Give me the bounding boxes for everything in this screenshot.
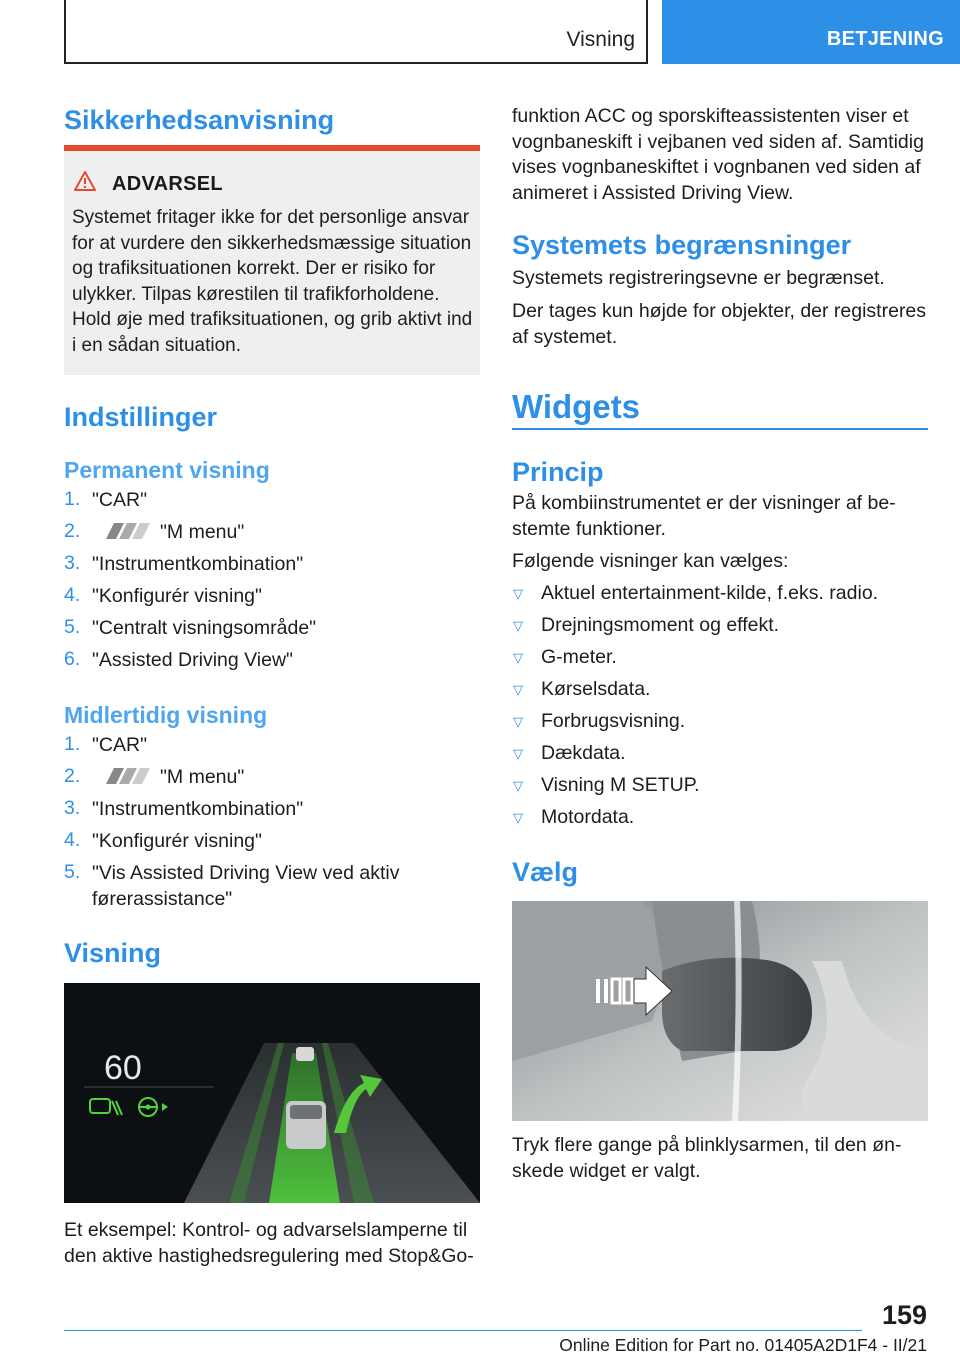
header-frame [64, 0, 648, 64]
footer-rule [64, 1330, 862, 1331]
warning-box [64, 145, 480, 375]
list-text: "Konfigurér visning" [92, 830, 262, 852]
list-text: "Assisted Driving View" [92, 649, 293, 671]
list-text: "M menu" [160, 766, 245, 788]
continued-paragraph [512, 104, 928, 206]
bullet-triangle-icon: ▽ [513, 778, 523, 793]
safety-heading: Sikkerhedsanvisning [64, 105, 335, 135]
bullet-triangle-icon: ▽ [513, 586, 523, 601]
list-number: 4. [64, 829, 81, 851]
limits-paragraph-2 [512, 299, 928, 350]
bullet-triangle-icon: ▽ [513, 810, 523, 825]
list-text: "Vis Assisted Driving View ved aktiv [92, 862, 400, 884]
list-text: "Instrumentkombination" [92, 798, 304, 820]
bullet-triangle-icon: ▽ [513, 618, 523, 633]
paragraph-line: af systemet. [512, 325, 618, 348]
speed-readout: 60 [104, 1049, 142, 1087]
list-text: Motordata. [541, 806, 635, 828]
paragraph-line: animeret i Assisted Driving View. [512, 181, 794, 204]
list-text: førerassistance" [92, 888, 233, 910]
paragraph-line: På kombiinstrumentet er der visninger af be- [512, 492, 896, 514]
caption-line: Tryk flere gange på blinklysarmen, til den øn- [512, 1134, 902, 1156]
list-number: 2. [64, 765, 81, 787]
select-heading: Vælg [512, 857, 579, 887]
widget-options-list [512, 581, 928, 841]
bullet-triangle-icon: ▽ [513, 714, 523, 729]
turn-signal-illustration [512, 901, 928, 1121]
list-number: 6. [64, 648, 81, 670]
temporary-heading: Midlertidig visning [64, 702, 268, 728]
warning-triangle-icon [74, 171, 96, 191]
page-number: 159 [881, 1300, 927, 1330]
m-logo-icon [100, 522, 152, 540]
principle-heading: Princip [512, 457, 604, 487]
list-number: 2. [64, 520, 81, 542]
permanent-heading: Permanent visning [64, 457, 270, 483]
warning-line: Systemet fritager ikke for det personlige ansvar [72, 207, 470, 228]
caption-line: skede widget er valgt. [512, 1159, 701, 1182]
limits-paragraph-1: Systemets registreringsevne er begrænset. [512, 267, 885, 289]
list-text: "CAR" [92, 489, 148, 511]
warning-bar [64, 145, 480, 151]
paragraph-line: Der tages kun højde for objekter, der registreres [512, 300, 927, 322]
list-text: G-meter. [541, 646, 617, 668]
principle-paragraph [512, 491, 928, 542]
paragraph-line: stemte funktioner. [512, 517, 666, 540]
list-text: Dækdata. [541, 742, 626, 764]
list-text: "Centralt visningsområde" [92, 617, 317, 639]
list-number: 5. [64, 861, 81, 883]
paragraph-line: vognbaneskift i vejbanen ved siden af. Samtidig [512, 130, 924, 153]
list-text: Aktuel entertainment-kilde, f.eks. radio. [541, 582, 879, 604]
widgets-heading: Widgets [512, 388, 641, 425]
settings-heading: Indstillinger [64, 402, 218, 432]
list-text: Kørselsdata. [541, 678, 651, 700]
assisted-driving-illustration [64, 983, 480, 1203]
bullet-triangle-icon: ▽ [513, 650, 523, 665]
turn-signal-stalk-image [512, 901, 928, 1121]
list-text: Drejningsmoment og effekt. [541, 614, 780, 636]
warning-line: og trafiksituationen korrekt. Der er risiko for [72, 258, 436, 279]
permanent-list [64, 488, 480, 678]
list-number: 3. [64, 552, 81, 574]
widgets-rule [512, 428, 928, 430]
list-number: 1. [64, 733, 81, 755]
choose-intro: Følgende visninger kan vælges: [512, 550, 789, 572]
list-text: "M menu" [160, 521, 245, 543]
m-logo-icon [100, 767, 152, 785]
image-caption [64, 1218, 480, 1269]
assisted-driving-view-image [64, 983, 480, 1203]
footer-edition: Online Edition for Part no. 01405A2D1F4 - II/21 [559, 1335, 927, 1355]
list-number: 5. [64, 616, 81, 638]
list-number: 4. [64, 584, 81, 606]
list-text: Forbrugsvisning. [541, 710, 686, 732]
temporary-list [64, 733, 480, 913]
caption-line: den aktive hastighedsregulering med Stop&Go- [64, 1244, 474, 1267]
warning-line: Hold øje med trafiksituationen, og grib aktivt ind [72, 309, 473, 330]
list-text: Visning M SETUP. [541, 774, 700, 796]
select-caption [512, 1133, 928, 1184]
bullet-triangle-icon: ▽ [513, 682, 523, 697]
header-section-title: Visning [566, 28, 635, 51]
header-tab-label: BETJENING [826, 28, 944, 50]
warning-line: for at vurdere den sikkerhedsmæssige situation [72, 232, 472, 254]
warning-line: i en sådan situation. [72, 334, 242, 356]
caption-line: Et eksempel: Kontrol- og advarselslamperne til [64, 1219, 468, 1241]
list-number: 1. [64, 488, 81, 510]
warning-title: ADVARSEL [112, 173, 223, 195]
list-text: "CAR" [92, 734, 148, 756]
list-number: 3. [64, 797, 81, 819]
warning-text [72, 205, 472, 358]
list-text: "Konfigurér visning" [92, 585, 262, 607]
display-heading: Visning [64, 938, 162, 968]
list-text: "Instrumentkombination" [92, 553, 304, 575]
bullet-triangle-icon: ▽ [513, 746, 523, 761]
warning-line: ulykker. Tilpas kørestilen til trafikforholdene. [72, 283, 440, 305]
paragraph-line: vises vognbaneskiftet i vognbanen ved siden af [512, 156, 921, 178]
paragraph-line: funktion ACC og sporskifteassistenten viser et [512, 105, 909, 127]
limits-heading: Systemets begrænsninger [512, 230, 852, 260]
